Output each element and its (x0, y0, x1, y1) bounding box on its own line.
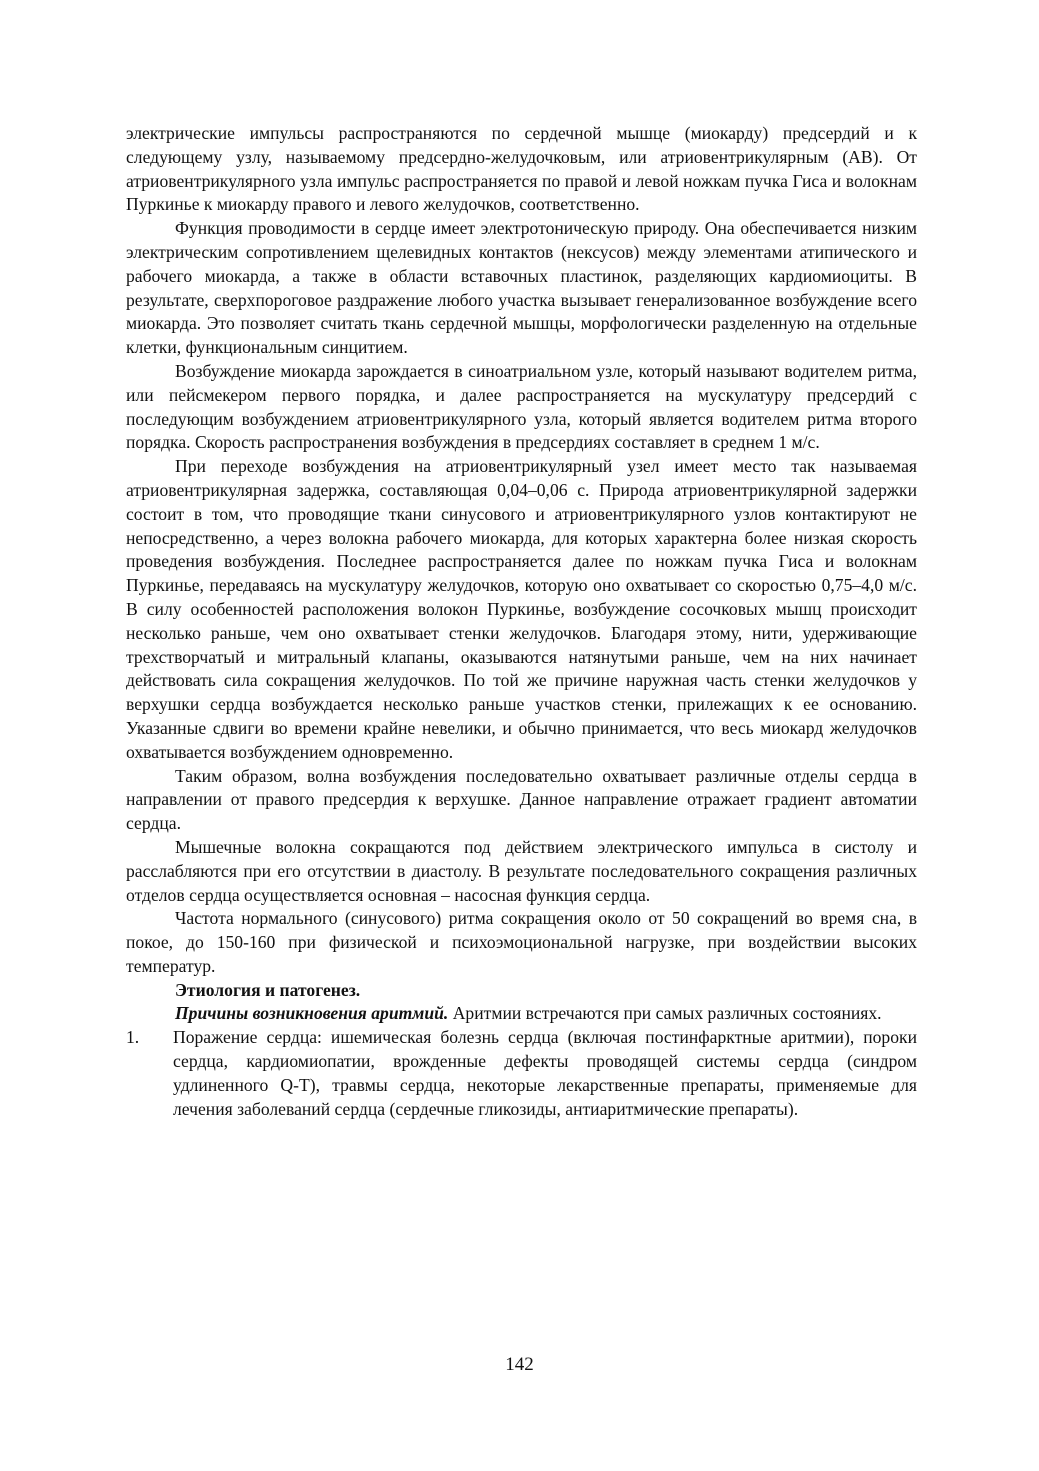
list-item-number: 1. (126, 1027, 140, 1048)
paragraph-continuation: электрические импульсы распространяются по сердечной мышце (миокарду) предсердий и к следующему узлу, называемому предсердно-желудочковым, или атриовентрикулярным (АВ). От атриовентрикулярного узла импульс распространяется по правой и левой ножкам пучка Гиса и волокнам Пуркинье к миокарду правого и левого желудочков, соответственно. (126, 123, 917, 215)
paragraph-excitation-wave: Таким образом, волна возбуждения последовательно охватывает различные отделы сердца в направлении от правого предсердия к верхушке. Данное направление отражает градиент автоматии сердца. (126, 765, 917, 834)
causes-label: Причины возникновения аритмий. (175, 1003, 449, 1024)
paragraph-muscle-contraction: Мышечные волокна сокращаются под действием электрического импульса в систолу и расслабляются при его отсутствии в диастолу. В результате последовательного сокращения различных отделов сердца осуществляется основная – насосная функция сердца. (126, 836, 917, 905)
section-heading: Этиология и патогенез. (175, 979, 361, 1000)
causes-text: Аритмии встречаются при самых различных состояниях. (448, 1003, 882, 1024)
page-number: 142 (505, 1354, 534, 1375)
paragraph-rhythm-frequency: Частота нормального (синусового) ритма сокращения около от 50 сокращений во время сна, в покое, до 150-160 при физической и психоэмоциональной нагрузке, при воздействии высоких температур. (126, 908, 917, 976)
paragraph-conduction-function: Функция проводимости в сердце имеет электротоническую природу. Она обеспечивается низким электрическим сопротивлением щелевидных контактов (нексусов) между элементами атипического и рабочего миокарда, а также в области вставочных пластинок, разделяющих кардиомиоциты. В результате, сверхпороговое раздражение любого участка вызывает генерализованное возбуждение всего миокарда. Это позволяет считать ткань сердечной мышцы, морфологически разделенную на отдельные клетки, функциональным синцитием. (126, 218, 917, 358)
page-text (126, 122, 917, 1121)
causes-paragraph (126, 1002, 917, 1026)
paragraph-excitation-origin: Возбуждение миокарда зарождается в синоатриальном узле, который называют водителем ритма, или пейсмекером первого порядка, и далее распространяется на мускулатуру предсердий с последующим возбуждением атриовентрикулярного узла, который является водителем ритма второго порядка. Скорость распространения возбуждения в предсердиях составляет в среднем 1 м/с. (126, 360, 917, 453)
list-item-text: Поражение сердца: ишемическая болезнь сердца (включая постинфарктные аритмии), пороки сердца, кардиомиопатии, врожденные дефекты проводящей системы сердца (синдром удлиненного Q-T), травмы сердца, некоторые лекарственные препараты, применяемые для лечения заболеваний сердца (сердечные гликозиды, антиаритмические препараты). (173, 1027, 917, 1119)
list-item (126, 1026, 917, 1121)
paragraph-av-delay: При переходе возбуждения на атриовентрикулярный узел имеет место так называемая атриовентрикулярная задержка, составляющая 0,04–0,06 с. Природа атриовентрикулярной задержки состоит в том, что проводящие ткани синусового и атриовентрикулярного узлов контактируют не непосредственно, а через волокна рабочего миокарда, для которых характерна более низкая скорость проведения возбуждения. Последнее распространяется далее по ножкам пучка Гиса и волокнам Пуркинье, передаваясь на мускулатуру желудочков, которую оно охватывает со скоростью 0,75–4,0 м/с. В силу особенностей расположения волокон Пуркинье, возбуждение сосочковых мышц происходит несколько раньше, чем оно охватывает стенки желудочков. Благодаря этому, нити, удерживающие трехстворчатый и митральный клапаны, оказываются натянутыми раньше, чем на них начинает действовать сила сокращения желудочков. По той же причине наружная часть стенки желудочков у верхушки сердца возбуждается несколько раньше участков стенки, прилежащих к ее основанию. Указанные сдвиги во времени крайне невелики, и обычно принимается, что весь миокард желудочков охватывается возбуждением одновременно. (126, 456, 917, 762)
